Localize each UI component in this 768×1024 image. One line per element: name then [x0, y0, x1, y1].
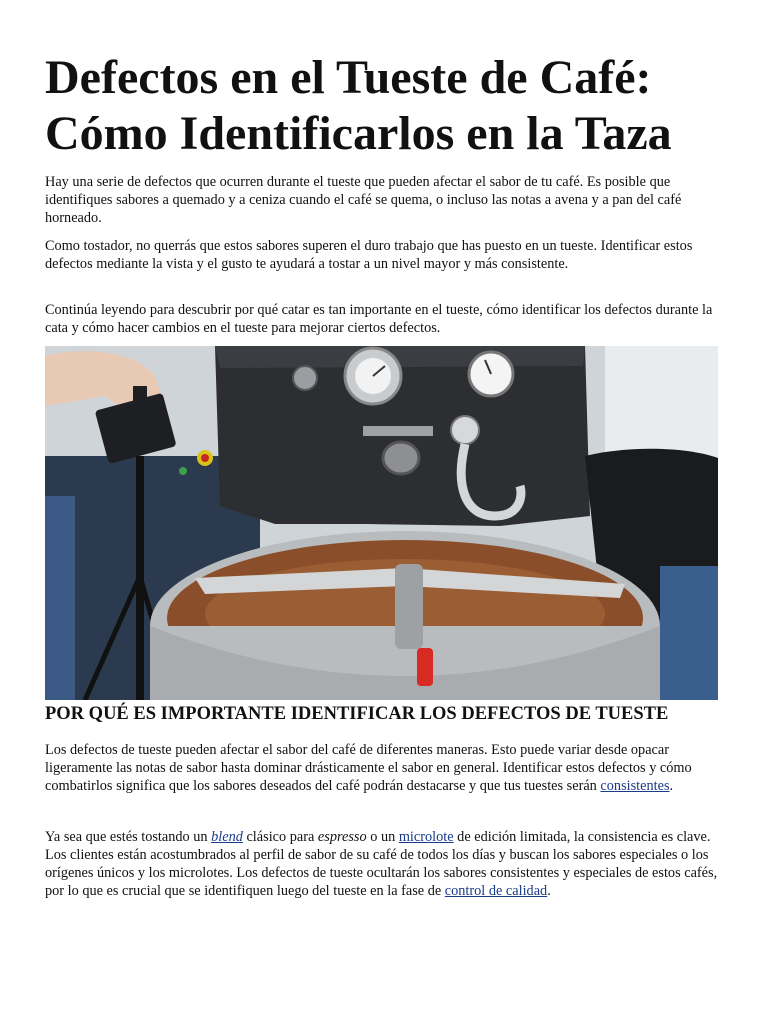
section-heading: POR QUÉ ES IMPORTANTE IDENTIFICAR LOS DEFECTOS DE TUESTE [45, 704, 669, 724]
blue-bin [660, 566, 718, 700]
small-gauge [451, 416, 479, 444]
link-microlote[interactable]: microlote [398, 829, 454, 845]
red-handle [417, 648, 433, 686]
p5-text-d: de edición limitada, la consistencia es clave. Los clientes están acostumbrados al perfil de sabor de su café de todos los días y buscan los sabores especiales o los orígenes únicos y los microlotes. Los defectos de tueste ocultarán los sabores consistentes y especiales de estos cafés, por lo que es crucial que se identifiquen luego del tueste en la fase de [45, 829, 718, 899]
coffee-roaster-illustration [45, 346, 718, 700]
intro-paragraph-1: Hay una serie de defectos que ocurren durante el tueste que pueden afectar el sabor de tu café. Es posible que identifiques sabores a quemado y a ceniza cuando el café se quema, o incluso las notas a avena y a pan del café horneado. [45, 174, 682, 226]
p5-text-b: clásico para [242, 829, 318, 845]
article-title [45, 50, 735, 162]
p5-espresso: espresso [317, 829, 367, 845]
person-jeans [45, 496, 75, 700]
green-button [179, 467, 187, 475]
p5-text-a: Ya sea que estés tostando un [45, 829, 212, 845]
link-control-de-calidad[interactable]: control de calidad [444, 883, 548, 899]
p4-text: Los defectos de tueste pueden afectar el sabor del café de diferentes maneras. Esto puede variar desde opacar ligeramente las notas de sabor hasta dominar drásticamente el sabor en general. Identificar estos defectos y cómo combatirlos significa que los sabores deseados del café podrán destacarse y que tus tuestes serán [45, 742, 692, 794]
title-line-2: Cómo Identificarlos en la Taza [45, 107, 672, 160]
intro-paragraph-3: Continúa leyendo para descubrir por qué catar es tan importante en el tueste, cómo identificar los defectos durante la cata y cómo hacer cambios en el tueste para mejorar ciertos defectos. [45, 302, 713, 336]
p4-end: . [669, 778, 674, 794]
sample-tryer [363, 426, 433, 436]
p5-text-c: o un [366, 829, 399, 845]
coffee-roaster-photo [45, 346, 718, 700]
red-button [201, 454, 209, 462]
paragraph-consistency [45, 828, 725, 900]
intro-paragraph-2: Como tostador, no querrás que estos sabores superen el duro trabajo que has puesto en un tueste. Identificar estos defectos mediante la vista y el gusto te ayudará a tostar a un nivel mayor y más consistente. [45, 238, 693, 272]
sight-glass [383, 442, 419, 474]
device-handle [133, 386, 147, 426]
link-blend[interactable]: blend [211, 829, 243, 845]
title-line-1: Defectos en el Tueste de Café: [45, 51, 652, 104]
center-shaft [395, 564, 423, 649]
drum-knob [293, 366, 317, 390]
link-consistentes[interactable]: consistentes [600, 778, 670, 794]
p5-end: . [547, 883, 551, 899]
paragraph-why-important [45, 741, 725, 795]
